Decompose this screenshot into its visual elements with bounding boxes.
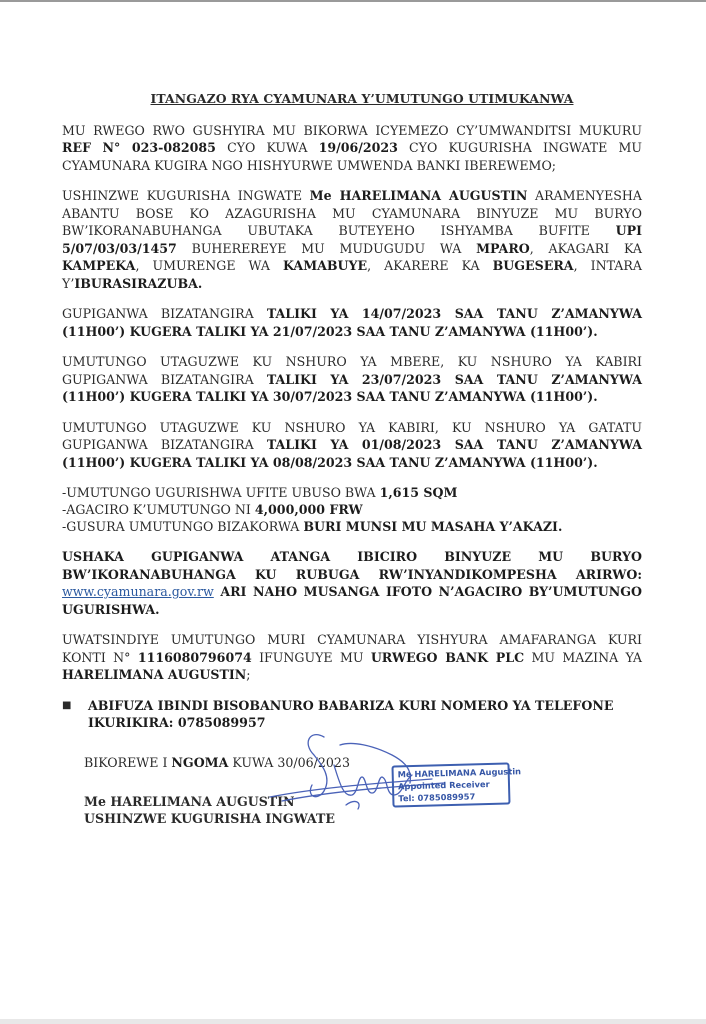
text: UMUTUNGO UTAGUZWE KU NSHURO YA KABIRI, KU NSHURO YA GATATU GUPIGANWA BIZATANGIRA — [62, 419, 642, 452]
text: GUPIGANWA BIZATANGIRA — [62, 306, 267, 321]
text: -UMUTUNGO UGURISHWA UFITE UBUSO BWA — [62, 485, 380, 500]
announcement-document — [62, 90, 642, 827]
province: IBURASIRAZUBA. — [74, 275, 203, 291]
signatory-name: Me HARELIMANA AUGUSTIN — [84, 794, 295, 809]
stamp-line: Me HARELIMANA Augustin — [397, 766, 522, 780]
district: BUGESERA — [492, 258, 574, 273]
text: -GUSURA UMUTUNGO BIZAKORWA — [62, 519, 304, 534]
visit-hours: BURI MUNSI MU MASAHA Y’AKAZI. — [303, 519, 563, 534]
reference-date: 19/06/2023 — [318, 140, 398, 155]
text: -AGACIRO K’UMUTUNGO NI — [62, 502, 255, 517]
paragraph-round-1 — [62, 305, 642, 340]
text: MU RWEGO RWO GUSHYIRA MU BIKORWA ICYEMEZO CY’UMWANDITSI MUKURU — [62, 122, 642, 138]
bank-name: URWEGO BANK PLC — [370, 649, 525, 665]
text: ABIFUZA IBINDI BISOBANURO BABARIZA KURI NOMERO YA TELEFONE IKURIKIRA: — [88, 697, 614, 730]
text: , AKARERE KA — [367, 258, 493, 273]
cell: KAMPEKA — [62, 258, 136, 273]
area-value: 1,615 SQM — [379, 485, 458, 500]
bottom-edge — [0, 1019, 706, 1024]
text: KUWA 30/06/2023 — [228, 754, 350, 770]
text: CYO KUGURISHA INGWATE MU CYAMUNARA KUGIRA NGO HISHYURWE UMWENDA BANKI IBEREWEMO; — [62, 140, 642, 173]
signatory-role: USHINZWE KUGURISHA INGWATE — [84, 811, 335, 826]
text: , AKAGARI KA — [529, 240, 642, 256]
account-number: 1116080796074 — [137, 649, 252, 665]
text: UMUTUNGO UTAGUZWE KU NSHURO YA MBERE, KU NSHURO YA KABIRI GUPIGANWA BIZATANGIRA — [62, 354, 642, 387]
text: UWATSINDIYE UMUTUNGO MURI CYAMUNARA YISHYURA AMAFARANGA KURI KONTI N° — [62, 632, 642, 665]
detail-value — [62, 501, 642, 518]
upi-number: UPI 5/07/03/03/1457 — [62, 223, 642, 256]
text: IFUNGUYE MU — [251, 649, 371, 665]
text: , UMURENGE WA — [135, 258, 283, 273]
text: MU MAZINA YA — [524, 649, 642, 665]
detail-area — [62, 484, 642, 501]
text: BIKOREWE I — [84, 754, 172, 770]
text: ARI NAHO MUSANGA IFOTO N’AGACIRO BY’UMUTUNGO UGURISHWA. — [62, 584, 642, 617]
stamp-line: Tel: 0785089957 — [398, 791, 476, 804]
issued-place: NGOMA — [171, 754, 229, 770]
document-title: ITANGAZO RYA CYAMUNARA Y’UMUTUNGO UTIMUKANWA — [150, 91, 574, 106]
account-holder: HARELIMANA AUGUSTIN — [62, 667, 247, 682]
round-2-dates: TALIKI YA 23/07/2023 SAA TANU Z’AMANYWA (11H00’) KUGERA TALIKI YA 30/07/2023 SAA TANU Z’AMANYWA (11H00’). — [62, 371, 642, 404]
paragraph-round-2 — [62, 353, 642, 406]
text: ARAMENYESHA ABANTU BOSE KO AZAGURISHA MU CYAMUNARA BINYUZE MU BURYO BW’IKORANABUHANGA UBUTAKA BUTEYEHO ISHYAMBA BUFITE — [62, 188, 643, 238]
detail-visit — [62, 518, 642, 535]
round-3-dates: TALIKI YA 01/08/2023 SAA TANU Z’AMANYWA (11H00’) KUGERA TALIKI YA 08/08/2023 SAA TANU Z’AMANYWA (11H00’). — [62, 437, 642, 470]
text: USHAKA GUPIGANWA ATANGA IBICIRO BINYUZE MU BURYO BW’IKORANABUHANGA KU RUBUGA RW’INYANDIKOMPESHA ARIRWO: — [62, 549, 642, 582]
text: CYO KUWA — [215, 140, 319, 155]
paragraph-round-3 — [62, 419, 642, 472]
paragraph-payment — [62, 631, 642, 684]
text: ; — [246, 667, 251, 682]
text: BUHEREREYE MU MUDUGUDU WA — [176, 240, 477, 256]
website-link[interactable]: www.cyamunara.gov.rw — [62, 584, 214, 599]
text: , INTARA Y’ — [62, 258, 642, 291]
receiver-stamp — [391, 762, 522, 807]
reference-number: REF N° 023-082085 — [62, 140, 216, 155]
top-edge — [0, 0, 706, 2]
village: MPARO — [476, 240, 530, 256]
text: USHINZWE KUGURISHA INGWATE — [62, 188, 310, 203]
stamp-line: Appointed Receiver — [397, 778, 490, 792]
property-details — [62, 484, 642, 535]
price-value: 4,000,000 FRW — [254, 502, 363, 517]
paragraph-reference — [62, 122, 642, 175]
phone-number: 0785089957 — [177, 715, 266, 730]
paragraph-property — [62, 187, 642, 292]
round-1-dates: TALIKI YA 14/07/2023 SAA TANU Z’AMANYWA (11H00’) KUGERA TALIKI YA 21/07/2023 SAA TANU Z’AMANYWA (11H00’). — [62, 306, 642, 339]
bullet-icon: ■ — [62, 699, 72, 711]
sector: KAMABUYE — [283, 258, 368, 273]
receiver-name: Me HARELIMANA AUGUSTIN — [309, 188, 528, 203]
paragraph-bidding — [62, 548, 642, 618]
